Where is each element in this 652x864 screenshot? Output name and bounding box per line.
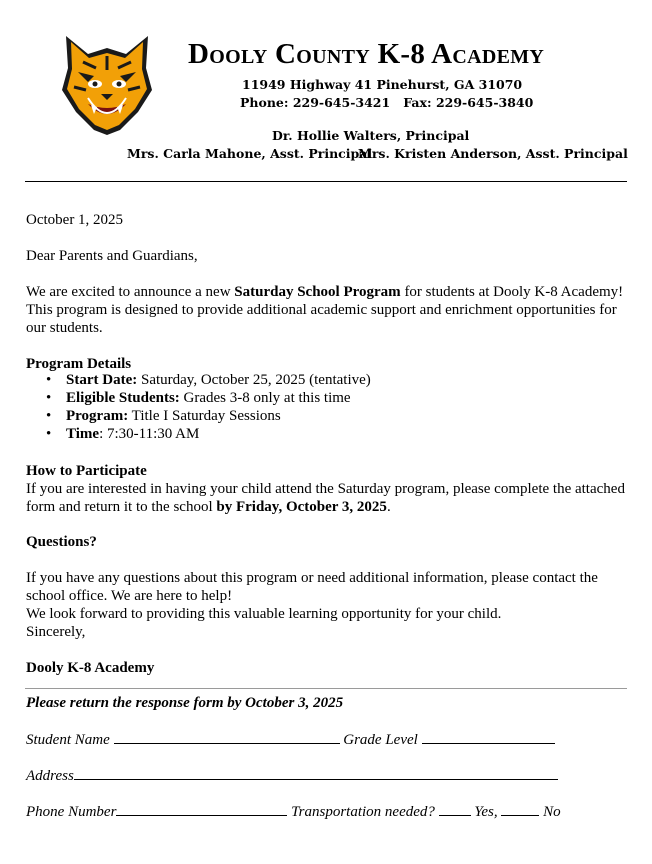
look-forward-text: We look forward to providing this valuable learning opportunity for your child. — [26, 606, 502, 622]
letter-date: October 1, 2025 — [26, 212, 124, 228]
detail-value: : 7:30-11:30 AM — [99, 426, 200, 442]
signature: Dooly K-8 Academy — [26, 660, 155, 676]
detail-label: Program: — [66, 408, 129, 424]
school-phone-fax: Phone: 229-645-3421 Fax: 229-645-3840 — [240, 95, 534, 110]
student-name-field[interactable] — [114, 730, 340, 744]
transport-label: Transportation needed? — [291, 804, 435, 820]
list-item — [26, 425, 371, 443]
intro-text-cont: for students at Dooly K-8 Academy! This program is designed to provide additional academic support and enrichment opportunities for our students. — [26, 284, 624, 336]
tiger-mascot-logo — [58, 32, 156, 136]
transport-no-field[interactable] — [501, 802, 539, 816]
questions-heading: Questions? — [26, 534, 97, 550]
grade-level-field[interactable] — [422, 730, 555, 744]
questions-paragraph: If you have any questions about this program or need additional information, please contact the school office. We are here to help! — [26, 570, 598, 604]
participate-text: If you are interested in having your child attend the Saturday program, please complete the attached form and return it to the school — [26, 481, 625, 515]
participate-paragraph — [26, 480, 626, 516]
address-row — [26, 766, 558, 785]
list-item — [26, 371, 371, 389]
yes-label: Yes, — [474, 804, 498, 820]
detail-label: Time — [66, 426, 100, 442]
asst-principal-1: Mrs. Carla Mahone, Asst. Principal — [127, 146, 373, 161]
phone-field[interactable] — [116, 802, 287, 816]
form-divider — [25, 688, 627, 689]
school-address: 11949 Highway 41 Pinehurst, GA 31070 — [242, 77, 523, 92]
program-name-bold: Saturday School Program — [234, 284, 401, 300]
no-label: No — [543, 804, 561, 820]
detail-value: Saturday, October 25, 2025 (tentative) — [137, 372, 371, 388]
header-divider — [25, 181, 627, 182]
participate-heading: How to Participate — [26, 463, 147, 479]
student-name-label: Student Name — [26, 732, 110, 748]
list-item — [26, 407, 371, 425]
form-instruction: Please return the response form by October 3, 2025 — [26, 695, 344, 711]
detail-value: Grades 3-8 only at this time — [179, 390, 351, 406]
address-field[interactable] — [74, 766, 558, 780]
letter-greeting: Dear Parents and Guardians, — [26, 248, 198, 264]
details-heading: Program Details — [26, 356, 132, 372]
principal-name: Dr. Hollie Walters, Principal — [272, 128, 470, 143]
program-details-list — [26, 371, 371, 443]
intro-text: We are excited to announce a new — [26, 284, 235, 300]
address-label: Address — [26, 768, 74, 784]
participate-period: . — [386, 499, 391, 515]
phone-transport-row — [26, 802, 561, 821]
list-item — [26, 389, 371, 407]
detail-label: Eligible Students: — [66, 390, 180, 406]
student-grade-row — [26, 730, 555, 749]
deadline-bold: by Friday, October 3, 2025 — [216, 499, 387, 515]
transport-yes-field[interactable] — [439, 802, 471, 816]
phone-label: Phone Number — [26, 804, 117, 820]
detail-label: Start Date: — [66, 372, 138, 388]
grade-level-label: Grade Level — [343, 732, 418, 748]
intro-paragraph — [26, 283, 626, 337]
closing-text: Sincerely, — [26, 624, 86, 640]
school-name: Dooly County K-8 Academy — [188, 38, 545, 70]
asst-principal-2: Mrs. Kristen Anderson, Asst. Principal — [358, 146, 628, 161]
detail-value: Title I Saturday Sessions — [128, 408, 281, 424]
